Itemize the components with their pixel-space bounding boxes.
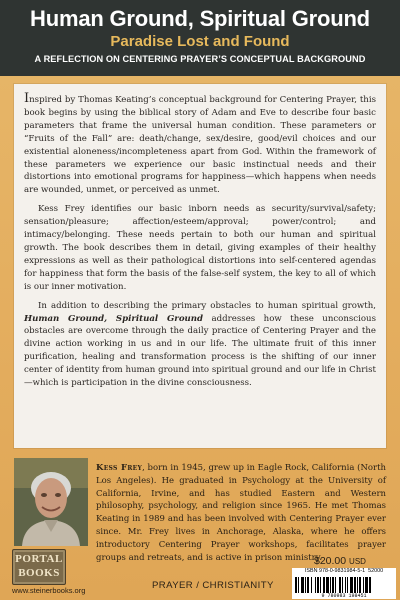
book-category: PRAYER / CHRISTIANITY	[152, 580, 274, 591]
description-paragraph-3-end: addresses how these unconscious obstacles are overcome through the daily practice of Centering Prayer and the divine action working in us and in our life. The ultimate fruit of this inner purification, healing and transformation process is the shifting of our inner center of identity from human ground into spiritual ground and our life in Christ—which is participation in the divine consciousness.	[24, 313, 376, 389]
publisher-website: www.steinerbooks.org	[12, 586, 86, 595]
publisher-logo	[12, 549, 66, 585]
book-tagline: A REFLECTION ON CENTERING PRAYER’S CONCEPTUAL BACKGROUND	[34, 54, 366, 64]
author-bio-text: , born in 1945, grew up in Eagle Rock, California (North Los Angeles). He graduated in Psychology at the University of California, Irvine, and has studied Eastern and Western philosophy, psychology, and religion since 1965. He met Thomas Keating in 1989 and has been involved with Centering Prayer ever since. Mr. Frey lives in Anchorage, Alaska, where he offers introductory Centering Prayer workshops, facilitates prayer groups and retreats, and is active in prison ministry.	[96, 463, 386, 563]
description-paragraph-3	[24, 300, 376, 390]
logo-text-portal: PORTAL	[15, 553, 63, 565]
description-paragraph-2: Kess Frey identifies our basic inborn needs as security/survival/safety; sensation/pleasure; affection/esteem/approval; power/control; and intimacy/belonging. These needs pertain to both our human and spiritual growth. The book describes them in detail, giving examples of their healthy expressions as well as their pathological distortions into self-centered agendas for happiness that form the basis of the false-self system, the key to all of which is our inner motivation.	[24, 204, 376, 292]
drop-cap: I	[24, 91, 30, 106]
price-amount: $20.00	[314, 555, 347, 567]
price-currency: USD	[349, 557, 366, 566]
book-price	[314, 555, 366, 567]
author-photo	[14, 458, 88, 546]
barcode-number: 9 780983 198451	[292, 593, 396, 599]
book-title-inline: Human Ground, Spiritual Ground	[24, 313, 204, 324]
description-paragraph-1-text: nspired by Thomas Keating’s conceptual background for Centering Prayer, this book begins by using the biblical story of Adam and Eve to describe four basic parameters that frame the universal human condition. These parameters or “Fruits of the Fall” are: death/change, sex/desire, good/evil choices and our existential aloneness/incompleteness apart from God. Within the framework of these parameters we experience our basic instinctual needs and their distortions into emotional programs for happiness—which happens when needs are wounded, unmet, or perceived as unmet.	[24, 95, 376, 196]
barcode	[292, 568, 396, 599]
description-paragraph-1	[24, 91, 376, 197]
price-code: 52000	[368, 568, 384, 574]
isbn-text: ISBN 978-0-9831984-5-1	[304, 568, 366, 574]
author-bio	[96, 462, 386, 564]
author-name: Kess Frey	[96, 463, 143, 473]
book-description	[24, 91, 376, 396]
logo-text-books: BOOKS	[18, 567, 60, 579]
description-paragraph-3-start: In addition to describing the primary obstacles to human spiritual growth,	[38, 300, 376, 311]
author-portrait-icon	[14, 458, 88, 546]
isbn-label	[292, 568, 396, 574]
barcode-bars-icon	[295, 577, 393, 593]
book-title: Human Ground, Spiritual Ground	[30, 6, 370, 31]
book-subtitle: Paradise Lost and Found	[110, 33, 290, 50]
cover-header	[0, 0, 400, 76]
